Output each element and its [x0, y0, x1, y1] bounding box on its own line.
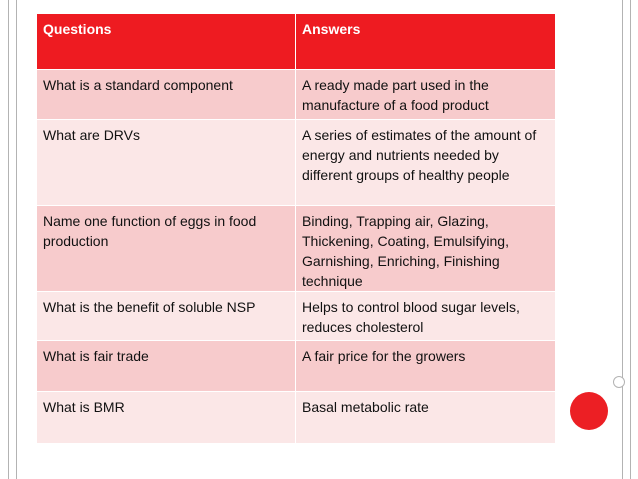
question-cell: What are DRVs: [37, 120, 296, 206]
answer-cell: Helps to control blood sugar levels, reduces cholesterol: [296, 292, 556, 341]
table-row: [37, 120, 556, 206]
answer-cell: Binding, Trapping air, Glazing, Thickening, Coating, Emulsifying, Garnishing, Enriching, Finishing technique: [296, 206, 556, 292]
question-cell: What is fair trade: [37, 341, 296, 392]
decorative-ring-dot: [613, 376, 625, 388]
answer-cell: Basal metabolic rate: [296, 392, 556, 444]
table-row: [37, 70, 556, 120]
slide-frame-line-left-outer: [8, 0, 9, 479]
slide-frame-line-right-outer: [630, 0, 631, 479]
table-header-row: [37, 14, 556, 70]
question-cell: What is the benefit of soluble NSP: [37, 292, 296, 341]
slide-frame-line-left-inner: [16, 0, 17, 479]
header-questions: Questions: [37, 14, 296, 70]
answer-cell: A series of estimates of the amount of energy and nutrients needed by different groups of healthy people: [296, 120, 556, 206]
table-row: [37, 206, 556, 292]
question-cell: Name one function of eggs in food production: [37, 206, 296, 292]
slide-frame-line-right-inner: [622, 0, 623, 479]
table-row: [37, 341, 556, 392]
table-row: [37, 392, 556, 444]
decorative-red-dot: [570, 392, 608, 430]
answer-cell: A ready made part used in the manufacture of a food product: [296, 70, 556, 120]
answer-cell: A fair price for the growers: [296, 341, 556, 392]
qa-table: [36, 13, 556, 444]
header-answers: Answers: [296, 14, 556, 70]
table-row: [37, 292, 556, 341]
question-cell: What is a standard component: [37, 70, 296, 120]
question-cell: What is BMR: [37, 392, 296, 444]
